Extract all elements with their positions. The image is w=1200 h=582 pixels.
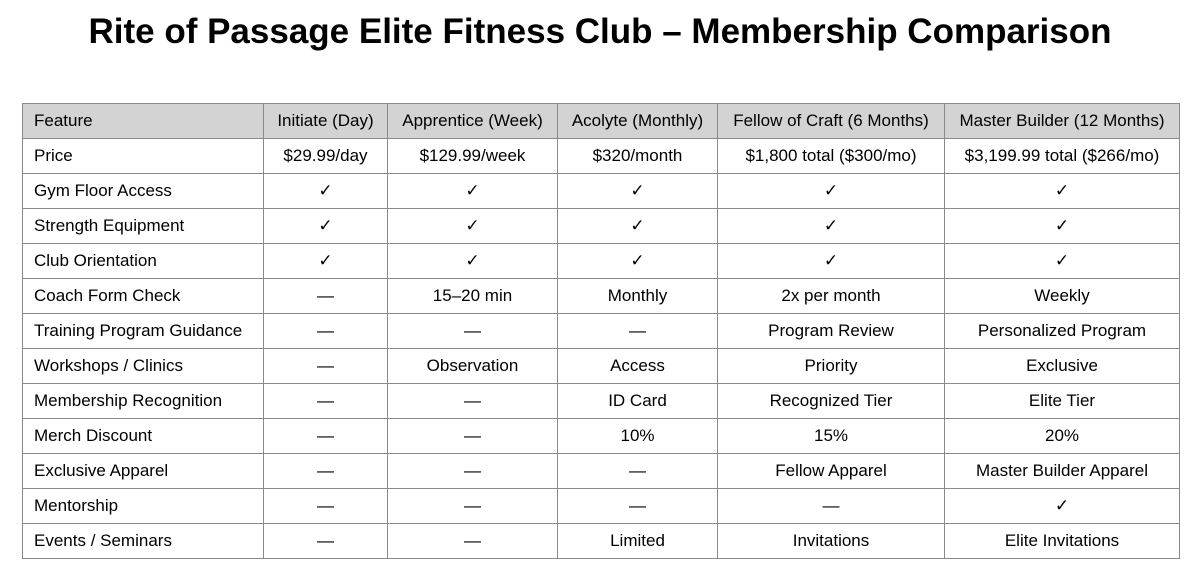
- value-cell-fellow-of-craft: Invitations: [718, 524, 945, 559]
- value-cell-fellow-of-craft: Program Review: [718, 314, 945, 349]
- table-row: [23, 314, 1180, 349]
- table-row: [23, 489, 1180, 524]
- value-cell-acolyte: Monthly: [558, 279, 718, 314]
- value-cell-initiate: —: [264, 454, 388, 489]
- column-header-fellow-of-craft: Fellow of Craft (6 Months): [718, 104, 945, 139]
- value-cell-acolyte: —: [558, 454, 718, 489]
- value-cell-initiate: —: [264, 489, 388, 524]
- value-cell-fellow-of-craft: ✓: [718, 244, 945, 279]
- value-cell-initiate: —: [264, 349, 388, 384]
- value-cell-acolyte: —: [558, 314, 718, 349]
- feature-name-cell: Coach Form Check: [23, 279, 264, 314]
- value-cell-master-builder: Weekly: [945, 279, 1180, 314]
- value-cell-master-builder: Elite Invitations: [945, 524, 1180, 559]
- value-cell-master-builder: ✓: [945, 489, 1180, 524]
- feature-name-cell: Gym Floor Access: [23, 174, 264, 209]
- value-cell-acolyte: $320/month: [558, 139, 718, 174]
- value-cell-master-builder: Master Builder Apparel: [945, 454, 1180, 489]
- value-cell-fellow-of-craft: ✓: [718, 209, 945, 244]
- value-cell-apprentice: ✓: [388, 209, 558, 244]
- table-row: [23, 209, 1180, 244]
- column-header-master-builder: Master Builder (12 Months): [945, 104, 1180, 139]
- feature-name-cell: Strength Equipment: [23, 209, 264, 244]
- value-cell-apprentice: Observation: [388, 349, 558, 384]
- value-cell-master-builder: Exclusive: [945, 349, 1180, 384]
- column-header-feature: Feature: [23, 104, 264, 139]
- value-cell-initiate: —: [264, 384, 388, 419]
- value-cell-master-builder: ✓: [945, 174, 1180, 209]
- value-cell-master-builder: ✓: [945, 209, 1180, 244]
- value-cell-apprentice: —: [388, 454, 558, 489]
- table-row: [23, 244, 1180, 279]
- value-cell-fellow-of-craft: ✓: [718, 174, 945, 209]
- table-row: [23, 139, 1180, 174]
- value-cell-fellow-of-craft: $1,800 total ($300/mo): [718, 139, 945, 174]
- value-cell-fellow-of-craft: 15%: [718, 419, 945, 454]
- value-cell-acolyte: ID Card: [558, 384, 718, 419]
- value-cell-master-builder: Elite Tier: [945, 384, 1180, 419]
- value-cell-fellow-of-craft: Recognized Tier: [718, 384, 945, 419]
- value-cell-acolyte: ✓: [558, 244, 718, 279]
- feature-name-cell: Club Orientation: [23, 244, 264, 279]
- value-cell-apprentice: 15–20 min: [388, 279, 558, 314]
- value-cell-fellow-of-craft: —: [718, 489, 945, 524]
- value-cell-initiate: ✓: [264, 244, 388, 279]
- value-cell-apprentice: ✓: [388, 174, 558, 209]
- value-cell-master-builder: Personalized Program: [945, 314, 1180, 349]
- table-row: [23, 384, 1180, 419]
- value-cell-acolyte: ✓: [558, 209, 718, 244]
- value-cell-initiate: —: [264, 314, 388, 349]
- value-cell-acolyte: 10%: [558, 419, 718, 454]
- value-cell-acolyte: Access: [558, 349, 718, 384]
- feature-name-cell: Price: [23, 139, 264, 174]
- value-cell-fellow-of-craft: Priority: [718, 349, 945, 384]
- value-cell-master-builder: 20%: [945, 419, 1180, 454]
- column-header-acolyte: Acolyte (Monthly): [558, 104, 718, 139]
- feature-name-cell: Merch Discount: [23, 419, 264, 454]
- feature-name-cell: Events / Seminars: [23, 524, 264, 559]
- value-cell-apprentice: $129.99/week: [388, 139, 558, 174]
- page-title: Rite of Passage Elite Fitness Club – Membership Comparison: [88, 12, 1112, 51]
- value-cell-acolyte: —: [558, 489, 718, 524]
- membership-comparison-table: [22, 103, 1180, 559]
- value-cell-apprentice: —: [388, 314, 558, 349]
- value-cell-apprentice: —: [388, 489, 558, 524]
- table-row: [23, 279, 1180, 314]
- table-header: [23, 104, 1180, 139]
- table-row: [23, 419, 1180, 454]
- value-cell-acolyte: Limited: [558, 524, 718, 559]
- table-row: [23, 174, 1180, 209]
- feature-name-cell: Membership Recognition: [23, 384, 264, 419]
- value-cell-initiate: ✓: [264, 174, 388, 209]
- value-cell-master-builder: ✓: [945, 244, 1180, 279]
- value-cell-initiate: —: [264, 279, 388, 314]
- value-cell-master-builder: $3,199.99 total ($266/mo): [945, 139, 1180, 174]
- value-cell-initiate: —: [264, 524, 388, 559]
- value-cell-apprentice: —: [388, 524, 558, 559]
- value-cell-fellow-of-craft: 2x per month: [718, 279, 945, 314]
- value-cell-initiate: —: [264, 419, 388, 454]
- header-row: [23, 104, 1180, 139]
- value-cell-apprentice: —: [388, 384, 558, 419]
- feature-name-cell: Workshops / Clinics: [23, 349, 264, 384]
- table-row: [23, 524, 1180, 559]
- value-cell-apprentice: —: [388, 419, 558, 454]
- value-cell-initiate: $29.99/day: [264, 139, 388, 174]
- value-cell-acolyte: ✓: [558, 174, 718, 209]
- feature-name-cell: Training Program Guidance: [23, 314, 264, 349]
- column-header-apprentice: Apprentice (Week): [388, 104, 558, 139]
- value-cell-apprentice: ✓: [388, 244, 558, 279]
- table-body: [23, 139, 1180, 559]
- table-row: [23, 349, 1180, 384]
- feature-name-cell: Exclusive Apparel: [23, 454, 264, 489]
- value-cell-initiate: ✓: [264, 209, 388, 244]
- table-row: [23, 454, 1180, 489]
- column-header-initiate: Initiate (Day): [264, 104, 388, 139]
- value-cell-fellow-of-craft: Fellow Apparel: [718, 454, 945, 489]
- feature-name-cell: Mentorship: [23, 489, 264, 524]
